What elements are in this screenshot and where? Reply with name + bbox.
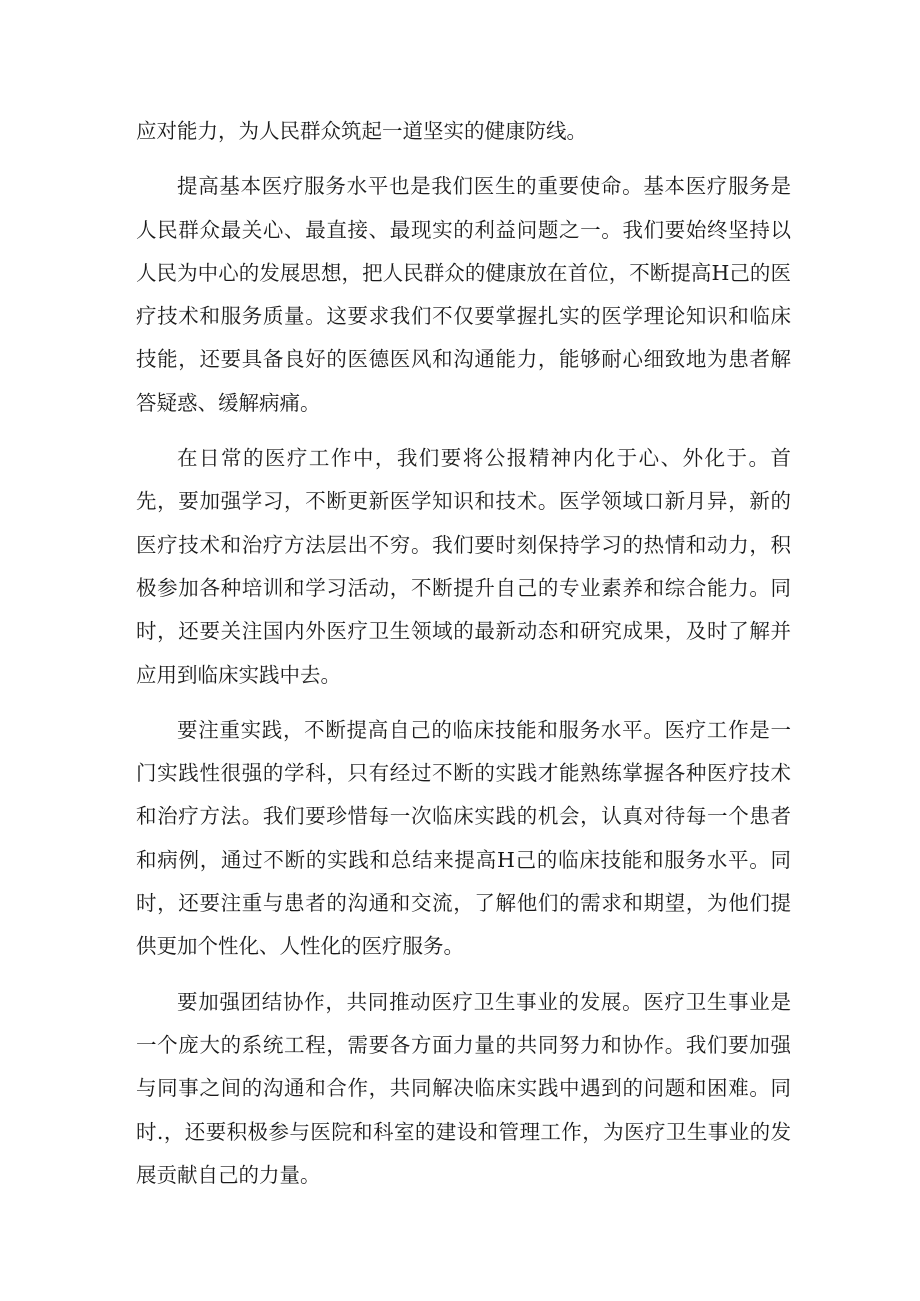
paragraph-daily-work: 在日常的医疗工作中，我们要将公报精神内化于心、外化于。首先，要加强学习，不断更新医学知识和技术。医学领域口新月异，新的医疗技术和治疗方法层出不穷。我们要时刻保持学习的热情和动力，积极参加各种培训和学习活动，不断提升自己的专业素养和综合能力。同时，还要关注国内外医疗卫生领域的最新动态和研究成果，及时了解并应用到临床实践中去。 (136, 446, 791, 687)
paragraph-practice: 要注重实践，不断提高自己的临床技能和服务水平。医疗工作是一门实践性很强的学科，只有经过不断的实践才能熟练掌握各种医疗技术和治疗方法。我们要珍惜每一次临床实践的机会，认真对待每一个患者和病例，通过不断的实践和总结来提高H己的临床技能和服务水平。同时，还要注重与患者的沟通和交流，了解他们的需求和期望，为他们提供更加个性化、人性化的医疗服务。 (136, 717, 791, 959)
paragraph-teamwork: 要加强团结协作，共同推动医疗卫生事业的发展。医疗卫生事业是一个庞大的系统工程，需要各方面力量的共同努力和协作。我们要加强与同事之间的沟通和合作，共同解决临床实践中遇到的问题和困难。同时.，还要积极参与医院和科室的建设和管理工作，为医疗卫生事业的发展贡献自己的力量。 (136, 989, 791, 1187)
body-text (136, 110, 791, 1197)
paragraph-continuation: 应对能力，为人民群众筑起一道坚实的健康防线。 (136, 119, 587, 143)
paragraph-basic-medical-service: 提高基本医疗服务水平也是我们医生的重要使命。基本医疗服务是人民群众最关心、最直接、最现实的利益问题之一。我们要始终坚持以人民为中心的发展思想，把人民群众的健康放在首位，不断提高H己的医疗技术和服务质量。这要求我们不仅要掌握扎实的医学理论知识和临床技能，还要具备良好的医德医风和沟通能力，能够耐心细致地为患者解答疑惑、缓解病痛。 (136, 174, 791, 415)
